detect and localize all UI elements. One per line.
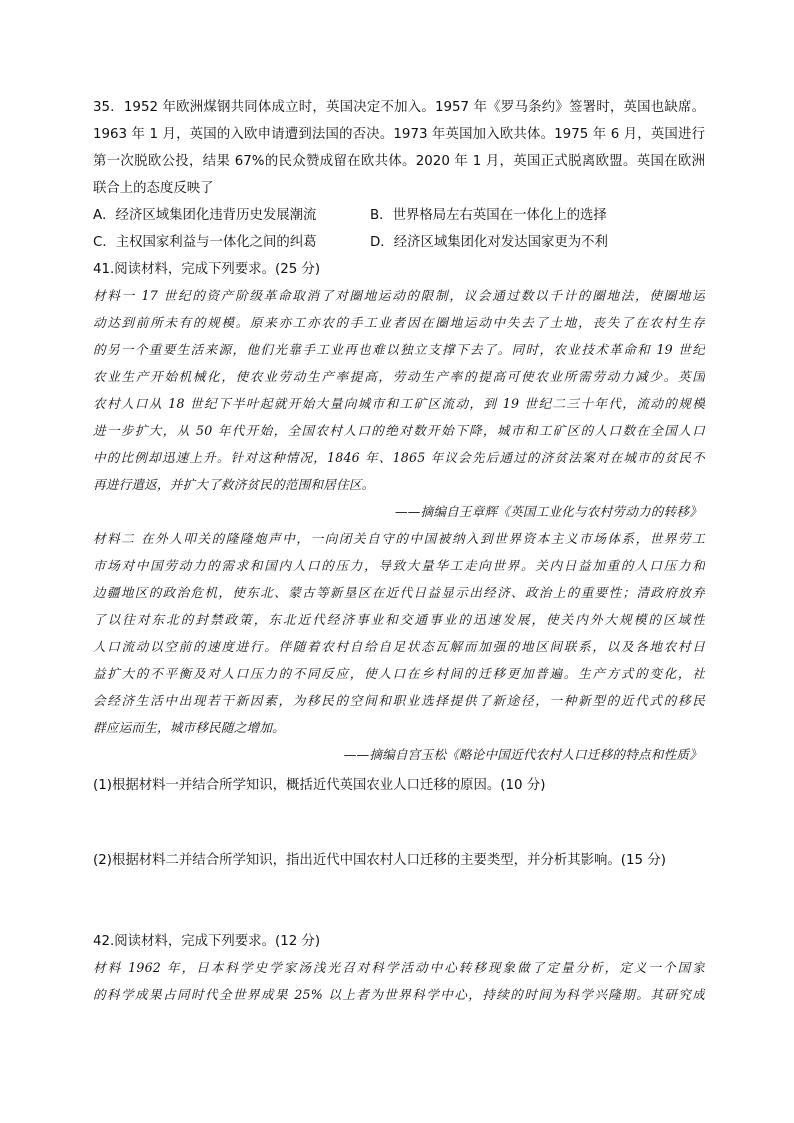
q41-m1-line-6: 进一步扩大，从 50 年代开始，全国农村人口的绝对数开始下降，城市和工矿区的人口数在全国人口 — [93, 423, 705, 438]
q41-m2-line-5: 人口流动以空前的速度进行。伴随着农村自给自足状态瓦解而加强的地区间联系，以及各地农村日 — [93, 639, 705, 654]
q41-m1-line-3: 的另一个重要生活来源，他们光靠手工业再也难以独立支撑下去了。同时，农业技术革命和 19 世纪 — [93, 342, 705, 357]
q41-m1-line-4: 农业生产开始机械化，使农业劳动生产率提高，劳动生产率的提高可使农业所需劳动力减少。英国 — [93, 369, 705, 384]
q41-question-1: (1)根据材料一并结合所学知识，概括近代英国农业人口迁移的原因。(10 分) — [93, 778, 546, 793]
q35-stem-line-2: 1963 年 1 月，英国的入欧申请遭到法国的否决。1973 年英国加入欧共体。1975 年 6 月，英国进行 — [93, 127, 705, 142]
q41-question-2: (2)根据材料二并结合所学知识，指出近代中国农村人口迁移的主要类型，并分析其影响。(15 分) — [93, 853, 666, 868]
q41-m2-line-6: 益扩大的不平衡及对人口压力的不同反应，使人口在乡村间的迁移更加普遍。生产方式的变化，社 — [93, 666, 705, 681]
q41-m2-line-4: 了以往对东北的封禁政策，东北近代经济事业和交通事业的迅速发展，使关内外大规模的区域性 — [93, 612, 705, 627]
q35-option-a: A．经济区域集团化违背历史发展潮流 — [93, 208, 317, 223]
q41-m2-line-7: 会经济生活中出现若干新因素，为移民的空间和职业选择提供了新途径，一种新型的近代式的移民 — [93, 693, 705, 708]
q42-material-line-1: 材料 1962 年，日本科学史学家汤浅光召对科学活动中心转移现象做了定量分析，定义一个国家 — [93, 960, 705, 975]
q41-m2-line-3: 边疆地区的政治危机，使东北、蒙古等新垦区在近代日益显示出经济、政治上的重要性；清政府放弃 — [93, 585, 705, 600]
q35-stem-line-1: 35．1952 年欧洲煤钢共同体成立时，英国决定不加入。1957 年《罗马条约》签署时，英国也缺席。 — [93, 100, 705, 115]
q41-m2-line-2: 市场对中国劳动力的需求和国内人口的压力，导致大量华工走向世界。关内日益加重的人口压力和 — [93, 558, 705, 573]
q41-m2-source: ——摘编自宫玉松《略论中国近代农村人口迁移的特点和性质》 — [343, 747, 702, 762]
q35-option-d: D．经济区域集团化对发达国家更为不利 — [370, 235, 608, 250]
q41-m2-line-8: 群应运而生，城市移民随之增加。 — [93, 720, 285, 735]
q35-stem-line-3: 第一次脱欧公投，结果 67%的民众赞成留在欧共体。2020 年 1 月，英国正式脱离欧盟。英国在欧洲 — [93, 154, 705, 169]
q41-m1-line-2: 动达到前所未有的规模。原来亦工亦农的手工业者因在圈地运动中失去了土地，丧失了在农村生存 — [93, 315, 705, 330]
q42-material-line-2: 的科学成果占同时代全世界成果 25% 以上者为世界科学中心，持续的时间为科学兴隆期。其研究成 — [93, 987, 705, 1002]
q35-stem-line-4: 联合上的态度反映了 — [93, 181, 214, 196]
q41-heading: 41.阅读材料，完成下列要求。(25 分) — [93, 262, 321, 277]
q41-m1-line-5: 农村人口从 18 世纪下半叶起就开始大量向城市和工矿区流动，到 19 世纪二三十年代，流动的规模 — [93, 396, 705, 411]
q41-m1-source: ——摘编自王章辉《英国工业化与农村劳动力的转移》 — [394, 504, 702, 519]
q42-heading: 42.阅读材料，完成下列要求。(12 分) — [93, 934, 321, 949]
q35-option-b: B．世界格局左右英国在一体化上的选择 — [370, 208, 607, 223]
q41-m1-line-1: 材料一 17 世纪的资产阶级革命取消了对圈地运动的限制，议会通过数以千计的圈地法，使圈地运 — [93, 288, 705, 303]
q41-m2-line-1: 材料二 在外人叩关的隆隆炮声中，一向闭关自守的中国被纳入到世界资本主义市场体系，世界劳工 — [93, 531, 705, 546]
q35-option-c: C．主权国家利益与一体化之间的纠葛 — [93, 235, 317, 250]
q41-m1-line-7: 中的比例却迅速上升。针对这种情况，1846 年、1865 年议会先后通过的济贫法案对在城市的贫民不 — [93, 450, 705, 465]
q41-m1-line-8: 再进行遣返，并扩大了救济贫民的范围和居住区。 — [93, 477, 375, 492]
